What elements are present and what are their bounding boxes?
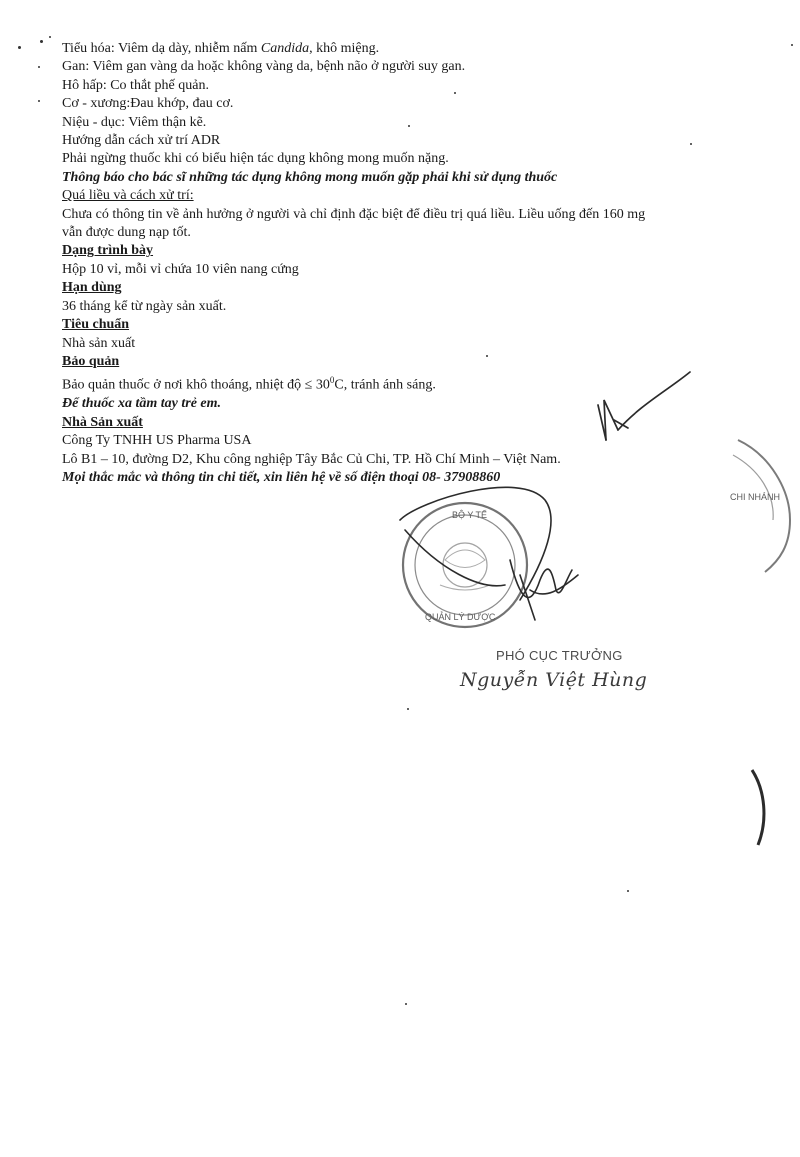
side-effect-respiratory: Hô hấp: Co thắt phế quản. xyxy=(62,77,209,93)
manufacturer-name: Công Ty TNHH US Pharma USA xyxy=(62,433,252,449)
stamp-bottom-text: QUẢN LÝ DƯỢC xyxy=(425,612,496,622)
shelf-life-text: 36 tháng kể từ ngày sản xuất. xyxy=(62,298,227,314)
storage-warning: Để thuốc xa tầm tay trẻ em. xyxy=(62,396,222,412)
adr-guidance-title: Hướng dẫn cách xử trí ADR xyxy=(62,133,221,149)
initial-mark xyxy=(598,372,690,440)
edge-mark xyxy=(752,770,764,845)
signer-title: PHÓ CỤC TRƯỞNG xyxy=(496,648,623,663)
doctor-notice: Thông báo cho bác sĩ những tác dụng không mong muốn gặp phải khi sử dụng thuốc xyxy=(62,169,558,185)
side-effect-urogenital: Niệu - dục: Viêm thận kẽ. xyxy=(62,114,207,130)
text-span: Bảo quản thuốc ở nơi khô thoáng, nhiệt độ ≤ 30 xyxy=(62,377,330,393)
partial-stamp xyxy=(733,440,790,572)
overdose-text-cont: vẫn được dung nạp tốt. xyxy=(62,225,191,241)
contact-line: Mọi thắc mắc và thông tin chi tiết, xin liên hệ về số điện thoại 08- 37908860 xyxy=(62,470,501,485)
presentation-heading: Dạng trình bày xyxy=(62,243,154,259)
standard-heading: Tiêu chuẩn xyxy=(62,317,130,333)
shelf-life-heading: Hạn dùng xyxy=(62,280,122,296)
official-stamp xyxy=(403,503,527,627)
text-span: , khô miệng. xyxy=(309,41,380,56)
presentation-text: Hộp 10 vỉ, mỗi vỉ chứa 10 viên nang cứng xyxy=(62,261,299,277)
side-effect-liver: Gan: Viêm gan vàng da hoặc không vàng da, bệnh não ở người suy gan. xyxy=(62,59,466,75)
storage-heading: Bảo quản xyxy=(62,353,120,369)
partial-stamp-text: CHI NHÁNH xyxy=(730,492,781,502)
stamp-top-text: BỘ Y TẾ xyxy=(452,510,488,520)
text-span: C, tránh ánh sáng. xyxy=(334,377,436,393)
side-effect-musculoskeletal: Cơ - xương:Đau khớp, đau cơ. xyxy=(62,96,234,112)
manufacturer-heading: Nhà Sản xuất xyxy=(62,414,143,430)
signature-block xyxy=(460,648,680,691)
standard-text: Nhà sản xuất xyxy=(62,335,136,351)
manufacturer-address: Lô B1 – 10, đường D2, Khu công nghiệp Tây Bắc Củ Chi, TP. Hồ Chí Minh – Việt Nam. xyxy=(62,451,561,467)
degree-superscript: 0 xyxy=(329,375,335,386)
overdose-text: Chưa có thông tin về ảnh hưởng ở người và chỉ định đặc biệt để điều trị quá liều. Liều uống đến 160 mg xyxy=(62,206,646,222)
overdose-heading: Quá liều và cách xử trí: xyxy=(62,188,194,204)
italic-term: Candida xyxy=(260,41,310,56)
signer-name: Nguyễn Việt Hùng xyxy=(460,669,648,691)
text-span: Tiểu hóa: Viêm dạ dày, nhiễm nấm xyxy=(62,41,261,56)
adr-guidance-text: Phải ngừng thuốc khi có biểu hiện tác dụng không mong muốn nặng. xyxy=(62,151,449,167)
